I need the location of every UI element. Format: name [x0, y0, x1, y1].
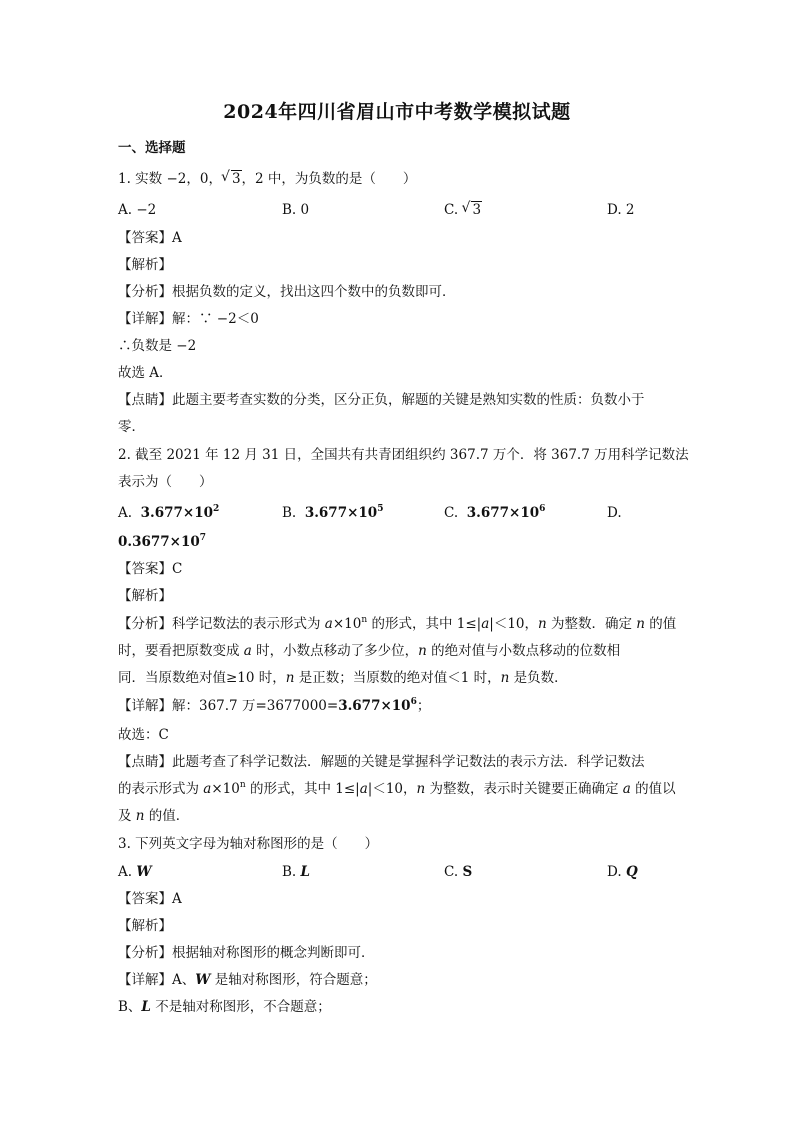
q3-option-c: [444, 863, 472, 881]
text-run: 的绝对值与小数点移动的位数相: [426, 643, 621, 659]
sqrt-symbol: [462, 201, 482, 219]
q2-option-b-label: B.: [282, 505, 297, 521]
text-run: 为整数，表示时关键要正确确定: [425, 781, 623, 797]
q2-option-c: [444, 504, 545, 522]
question-2-stem-1: 2. 截至 2021 年 12 月 31 日，全国共有共青团组织约 367.7 万个．将 367.7 万用科学记数法: [118, 447, 689, 463]
page-title: 2024年四川省眉山市中考数学模拟试题: [223, 101, 571, 123]
q2-option-b-base: 3.677×10: [304, 505, 378, 521]
q2-option-b: [282, 504, 383, 522]
q3-xiangjie: [118, 971, 377, 989]
text-run: 及: [118, 808, 136, 824]
q3-option-a: [118, 863, 152, 881]
q1-choose: 故选 A．: [118, 365, 173, 381]
math-var: a: [481, 616, 490, 632]
text-run: 的形式，其中 1≤|: [245, 781, 360, 797]
q1-option-c-label: C.: [444, 202, 463, 218]
math-var: n: [636, 616, 645, 632]
q1-analysis-heading: 【解析】: [118, 257, 172, 273]
q3-option-d-value: Q: [625, 864, 638, 880]
sqrt-radicand: 3: [231, 171, 241, 187]
q1-stem-text-end: ，2 中，为负数的是（ ）: [241, 171, 417, 187]
q2-dianjing-2: [118, 780, 676, 798]
q3-option-c-label: C.: [444, 864, 459, 880]
math-var: a: [203, 781, 212, 797]
q1-option-b: B. 0: [282, 202, 310, 218]
text-run: 的表示形式为: [118, 781, 204, 797]
q3-analysis-heading: 【解析】: [118, 918, 172, 934]
math-var: a: [622, 781, 631, 797]
text-run: |＜10，: [367, 781, 417, 797]
math-var: a: [324, 616, 333, 632]
text-run: B、: [118, 999, 142, 1015]
q1-option-c: [444, 201, 482, 219]
q1-dianjing-1: 【点睛】此题主要考查实数的分类，区分正负，解题的关键是熟知实数的性质：负数小于: [118, 392, 645, 408]
text-run: ×10: [211, 781, 240, 797]
text-run: 是轴对称图形，符合题意；: [210, 972, 377, 988]
text-run: 是负数．: [509, 670, 568, 686]
q3-option-c-value: S: [462, 864, 473, 880]
text-run: 时，小数点移动了多少位，: [251, 643, 419, 659]
math-var: n: [418, 643, 427, 659]
math-var: n: [135, 808, 145, 824]
q2-option-b-exponent: 5: [377, 504, 384, 514]
q2-option-d-exponent: 7: [199, 533, 207, 543]
question-3-stem: 3. 下列英文字母为轴对称图形的是（ ）: [118, 836, 379, 852]
math-exponent: 6: [410, 697, 417, 707]
math-exponent: n: [239, 780, 246, 790]
q2-answer: 【答案】C: [118, 561, 183, 577]
q2-analysis-heading: 【解析】: [118, 588, 172, 604]
q2-option-d-label: D.: [607, 505, 622, 521]
text-run: |＜10，: [489, 616, 538, 632]
text-run: 【分析】科学记数法的表示形式为: [118, 616, 325, 632]
text-run: 时，要看把原数变成: [118, 643, 244, 659]
text-run: ×10: [332, 616, 362, 632]
q2-dianjing-3: [118, 807, 189, 825]
q2-fenxi-line-2: [118, 642, 620, 660]
math-var: a: [243, 643, 252, 659]
q3-option-a-value: W: [136, 864, 152, 880]
q3-option-b-label: B.: [282, 864, 297, 880]
q2-option-d-base: 0.3677×10: [118, 534, 200, 550]
q2-dianjing-1: 【点睛】此题考查了科学记数法．解题的关键是掌握科学记数法的表示方法．科学记数法: [118, 754, 645, 770]
q2-option-a-exponent: 2: [213, 504, 220, 514]
text-run: 【详解】解：367.7 万=3677000=: [118, 698, 339, 714]
math-var: n: [416, 781, 426, 797]
q3-fenxi: 【分析】根据轴对称图形的概念判断即可．: [118, 945, 375, 961]
q1-answer: 【答案】A: [118, 230, 182, 246]
q2-option-a-label: A.: [118, 505, 133, 521]
q2-xiangjie: [118, 697, 430, 715]
text-run: 不是轴对称图形，不合题意；: [150, 999, 331, 1015]
math-var: n: [285, 670, 295, 686]
q1-option-a: A. −2: [118, 202, 157, 218]
q1-therefore: ∴负数是 −2: [118, 338, 197, 354]
q2-option-a: [118, 504, 219, 522]
q2-option-a-base: 3.677×10: [140, 505, 214, 521]
q3-line-b: [118, 998, 331, 1016]
math-var: a: [359, 781, 368, 797]
q2-fenxi-line-3: [118, 669, 568, 687]
math-var: W: [195, 972, 211, 988]
q2-option-c-label: C.: [444, 505, 459, 521]
text-run: 的值．: [144, 808, 190, 824]
q3-option-b: [282, 863, 310, 881]
q2-option-d: [118, 533, 206, 551]
text-run: 是正数；当原数的绝对值＜1 时，: [294, 670, 501, 686]
text-run: 【详解】A、: [118, 972, 196, 988]
text-run: 为整数．确定: [546, 616, 637, 632]
q3-answer: 【答案】A: [118, 891, 182, 907]
sqrt-symbol: [222, 170, 242, 188]
text-run: 同．当原数绝对值≥10 时，: [118, 670, 286, 686]
text-run: 的形式，其中 1≤|: [367, 616, 482, 632]
q2-option-c-exponent: 6: [539, 504, 546, 514]
q3-option-b-value: L: [300, 864, 311, 880]
q3-option-d: [607, 863, 638, 881]
q3-option-d-label: D.: [607, 864, 622, 880]
q1-xiangjie: 【详解】解：∵ −2＜0: [118, 311, 259, 327]
math-var: n: [538, 616, 547, 632]
q1-dianjing-2: 零．: [118, 419, 145, 435]
section-heading: 一、选择题: [118, 140, 186, 156]
sqrt-radicand: 3: [472, 202, 482, 218]
math-var: n: [500, 670, 510, 686]
q1-option-d: D. 2: [607, 202, 635, 218]
q2-choose: 故选：C: [118, 727, 169, 743]
q2-option-c-base: 3.677×10: [466, 505, 540, 521]
q1-stem-text: 1. 实数 −2，0，: [118, 171, 222, 187]
math-base: 3.677×10: [338, 698, 411, 714]
q3-option-a-label: A.: [118, 864, 133, 880]
question-1-stem: [118, 170, 416, 188]
text-run: 的值以: [630, 781, 676, 797]
q2-fenxi-line-1: [118, 615, 676, 633]
q1-fenxi: 【分析】根据负数的定义，找出这四个数中的负数即可．: [118, 284, 456, 300]
math-var: L: [141, 999, 151, 1015]
question-2-stem-2: 表示为（ ）: [118, 474, 213, 490]
math-exponent: n: [361, 615, 368, 625]
text-run: 的值: [645, 616, 677, 632]
text-run: ；: [416, 698, 431, 714]
